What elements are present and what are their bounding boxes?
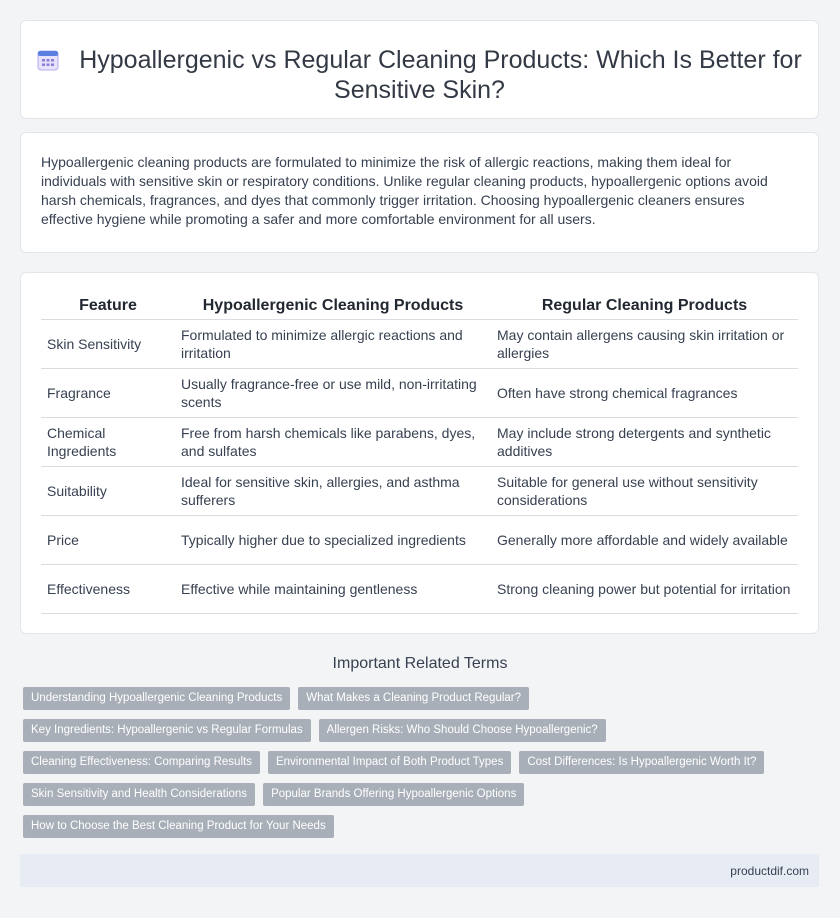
page-title: Hypoallergenic vs Regular Cleaning Products: Which Is Better for Sensitive Skin? — [79, 46, 802, 104]
intro-card — [20, 132, 819, 253]
intro-paragraph: Hypoallergenic cleaning products are formulated to minimize the risk of allergic reactions, making them ideal for individuals with sensitive skin or respiratory conditions. Unlike regular cleaning products, hypoallergenic options avoid harsh chemicals, fragrances, and dyes that commonly trigger irritation. Choosing hypoallergenic cleaners ensures effective hygiene while promoting a safer and more comfortable environment for all users. — [41, 154, 768, 227]
feature-cell: Price — [41, 515, 175, 564]
title-card — [20, 20, 819, 119]
related-term-tag[interactable]: Understanding Hypoallergenic Cleaning Products — [23, 687, 290, 710]
related-term-tag[interactable]: What Makes a Cleaning Product Regular? — [298, 687, 529, 710]
header-hypoallergenic: Hypoallergenic Cleaning Products — [175, 297, 491, 319]
regular-cell: Strong cleaning power but potential for irritation — [491, 564, 798, 613]
related-term-tag[interactable]: Cleaning Effectiveness: Comparing Results — [23, 751, 260, 774]
feature-cell: Skin Sensitivity — [41, 319, 175, 368]
comparison-table — [41, 297, 798, 614]
table-row — [41, 466, 798, 515]
table-header-row — [41, 297, 798, 319]
table-row — [41, 319, 798, 368]
hypoallergenic-cell: Usually fragrance-free or use mild, non-irritating scents — [175, 368, 491, 417]
table-row — [41, 515, 798, 564]
feature-cell: Suitability — [41, 466, 175, 515]
related-term-tag[interactable]: Allergen Risks: Who Should Choose Hypoallergenic? — [319, 719, 606, 742]
related-term-tag[interactable]: Key Ingredients: Hypoallergenic vs Regular Formulas — [23, 719, 311, 742]
site-name[interactable]: productdif.com — [730, 864, 809, 878]
calendar-icon — [37, 49, 59, 71]
table-row — [41, 368, 798, 417]
table-row — [41, 417, 798, 466]
hypoallergenic-cell: Effective while maintaining gentleness — [175, 564, 491, 613]
regular-cell: Generally more affordable and widely available — [491, 515, 798, 564]
related-terms-title: Important Related Terms — [332, 655, 508, 672]
hypoallergenic-cell: Ideal for sensitive skin, allergies, and asthma sufferers — [175, 466, 491, 515]
hypoallergenic-cell: Typically higher due to specialized ingredients — [175, 515, 491, 564]
hypoallergenic-cell: Free from harsh chemicals like parabens, dyes, and sulfates — [175, 417, 491, 466]
regular-cell: Suitable for general use without sensitivity considerations — [491, 466, 798, 515]
regular-cell: May contain allergens causing skin irritation or allergies — [491, 319, 798, 368]
header-regular: Regular Cleaning Products — [491, 297, 798, 319]
feature-cell: Effectiveness — [41, 564, 175, 613]
regular-cell: Often have strong chemical fragrances — [491, 368, 798, 417]
related-term-tag[interactable]: Skin Sensitivity and Health Considerations — [23, 783, 255, 806]
feature-cell: Fragrance — [41, 368, 175, 417]
regular-cell: May include strong detergents and synthetic additives — [491, 417, 798, 466]
footer — [20, 854, 819, 887]
related-term-tag[interactable]: How to Choose the Best Cleaning Product for Your Needs — [23, 815, 334, 838]
header-feature: Feature — [41, 297, 175, 319]
hypoallergenic-cell: Formulated to minimize allergic reactions and irritation — [175, 319, 491, 368]
related-term-tag[interactable]: Popular Brands Offering Hypoallergenic Options — [263, 783, 524, 806]
table-row — [41, 564, 798, 613]
related-term-tag[interactable]: Environmental Impact of Both Product Types — [268, 751, 511, 774]
comparison-card — [20, 272, 819, 634]
related-term-tag[interactable]: Cost Differences: Is Hypoallergenic Worth It? — [519, 751, 764, 774]
page-title-row — [21, 45, 818, 105]
feature-cell: Chemical Ingredients — [41, 417, 175, 466]
related-terms-list — [23, 687, 803, 838]
